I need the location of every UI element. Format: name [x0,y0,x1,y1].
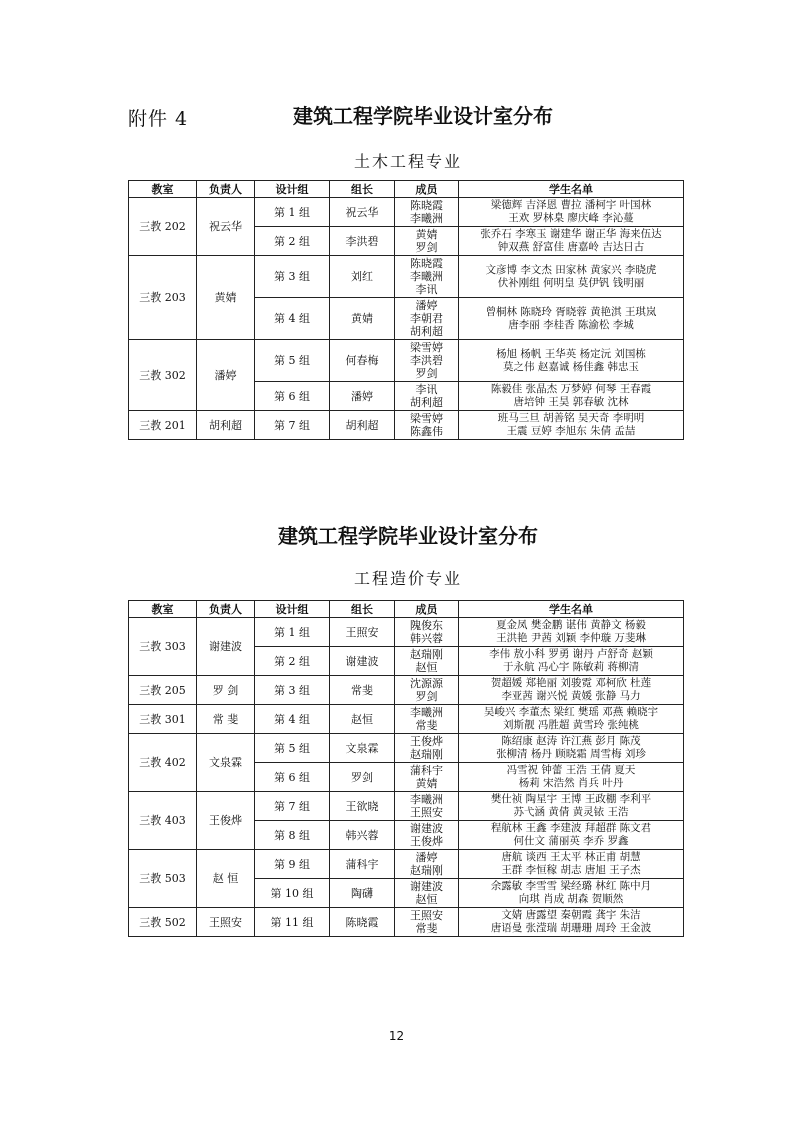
design-group-cell: 第 5 组 [255,734,330,763]
student-list-cell: 曾桐林 陈晓玲 胥晓蓉 黄艳淇 王琪岚 唐李丽 李桂香 陈渝松 李城 [459,298,684,340]
table-row [129,792,684,821]
members-cell: 李曦洲 常斐 [395,705,459,734]
table-header-row [129,181,684,198]
group-leader-cell: 何春梅 [330,340,395,382]
responsible-person-cell: 文泉霖 [197,734,255,792]
design-group-cell: 第 1 组 [255,198,330,227]
column-header: 成员 [395,601,459,618]
members-cell: 王俊烨 赵瑞刚 [395,734,459,763]
column-header: 教室 [129,601,197,618]
classroom-cell: 三教 503 [129,850,197,908]
design-group-cell: 第 10 组 [255,879,330,908]
table-row [129,705,684,734]
group-leader-cell: 罗剑 [330,763,395,792]
classroom-cell: 三教 303 [129,618,197,676]
column-header: 组长 [330,181,395,198]
group-leader-cell: 韩兴蓉 [330,821,395,850]
column-header: 负责人 [197,601,255,618]
classroom-cell: 三教 301 [129,705,197,734]
responsible-person-cell: 常 斐 [197,705,255,734]
responsible-person-cell: 王俊烨 [197,792,255,850]
responsible-person-cell: 谢建波 [197,618,255,676]
student-list-cell: 李伟 敖小科 罗勇 谢丹 卢舒奇 赵颖 于永航 冯心宇 陈敏莉 蒋柳清 [459,647,684,676]
header [128,100,688,134]
student-list-cell: 夏金凤 樊金鹏 谌伟 黄静文 杨毅 王洪艳 尹茜 刘颖 李仲璇 万斐琳 [459,618,684,647]
column-header: 学生名单 [459,181,684,198]
group-leader-cell: 李洪碧 [330,227,395,256]
design-group-cell: 第 5 组 [255,340,330,382]
classroom-cell: 三教 205 [129,676,197,705]
group-leader-cell: 王照安 [330,618,395,647]
members-cell: 陈晓霞 李曦洲 李讯 [395,256,459,298]
column-header: 学生名单 [459,601,684,618]
members-cell: 李曦洲 王照安 [395,792,459,821]
student-list-cell: 文婧 唐露望 秦朝霞 龚宇 朱洁 唐语曼 张滢瑞 胡珊珊 周玲 王金波 [459,908,684,937]
design-group-cell: 第 7 组 [255,411,330,440]
responsible-person-cell: 潘婷 [197,340,255,411]
student-list-cell: 陈毅佳 张晶杰 万梦婷 何琴 王春霞 唐培钟 王昊 郭春敏 沈林 [459,382,684,411]
student-list-cell: 吴峻兴 李董杰 梁红 樊瑶 邓燕 赖晓宇 刘斯靓 冯胜超 黄雪玲 张纯桃 [459,705,684,734]
student-list-cell: 樊仕祯 陶星宇 王博 王政棚 李利平 苏弋涵 黄倩 黄灵铱 王浩 [459,792,684,821]
design-group-cell: 第 2 组 [255,227,330,256]
table-2-subtitle: 工程造价专业 [353,569,462,588]
members-cell: 蒲科宇 黄婧 [395,763,459,792]
group-leader-cell: 文泉霖 [330,734,395,763]
responsible-person-cell: 赵 恒 [197,850,255,908]
table-1-subtitle: 土木工程专业 [353,152,462,171]
responsible-person-cell: 王照安 [197,908,255,937]
members-cell: 潘婷 李朝君 胡利超 [395,298,459,340]
group-leader-cell: 刘红 [330,256,395,298]
group-leader-cell: 陶礴 [330,879,395,908]
design-group-cell: 第 11 组 [255,908,330,937]
table-body [129,618,684,937]
student-list-cell: 唐航 谈西 王太平 林正甫 胡慧 王群 李恒稼 胡志 唐旭 王子杰 [459,850,684,879]
table-row [129,411,684,440]
table-cost-engineering [128,600,684,937]
classroom-cell: 三教 302 [129,340,197,411]
column-header: 负责人 [197,181,255,198]
table-row [129,256,684,298]
members-cell: 黄婧 罗剑 [395,227,459,256]
design-group-cell: 第 2 组 [255,647,330,676]
student-list-cell: 贺超媛 郑艳丽 刘骏霓 邓柯欣 杜莲 李亚茜 谢兴悦 黄媛 张静 马力 [459,676,684,705]
classroom-cell: 三教 402 [129,734,197,792]
responsible-person-cell: 祝云华 [197,198,255,256]
responsible-person-cell: 胡利超 [197,411,255,440]
members-cell: 谢建波 赵恒 [395,879,459,908]
student-list-cell: 梁德辉 吉泽恩 曹拉 潘柯宇 叶国林 王欢 罗林臬 廖庆峰 李沁蔓 [459,198,684,227]
responsible-person-cell: 黄婧 [197,256,255,340]
design-group-cell: 第 3 组 [255,256,330,298]
table-row [129,734,684,763]
second-title: 建筑工程学院毕业设计室分布 [278,524,538,548]
student-list-cell: 班马三旦 胡善铭 吴天奇 李明明 王震 豆婷 李旭东 朱倩 孟喆 [459,411,684,440]
group-leader-cell: 黄婧 [330,298,395,340]
table-row [129,850,684,879]
group-leader-cell: 王欲晓 [330,792,395,821]
student-list-cell: 文彦博 李文杰 田家林 黄家兴 李晓虎 伏补刚组 何明皇 莫伊钒 钱明丽 [459,256,684,298]
document-title: 建筑工程学院毕业设计室分布 [293,104,553,128]
classroom-cell: 三教 201 [129,411,197,440]
student-list-cell: 程航林 王鑫 李建波 拜超群 陈文君 何仕文 蒲丽英 李乔 罗鑫 [459,821,684,850]
members-cell: 梁雪婷 陈鑫伟 [395,411,459,440]
members-cell: 梁雪婷 李洪碧 罗剑 [395,340,459,382]
group-leader-cell: 胡利超 [330,411,395,440]
classroom-cell: 三教 203 [129,256,197,340]
classroom-cell: 三教 202 [129,198,197,256]
design-group-cell: 第 6 组 [255,382,330,411]
classroom-cell: 三教 403 [129,792,197,850]
group-leader-cell: 祝云华 [330,198,395,227]
design-group-cell: 第 4 组 [255,705,330,734]
members-cell: 王照安 常斐 [395,908,459,937]
group-leader-cell: 陈晓霞 [330,908,395,937]
group-leader-cell: 赵恒 [330,705,395,734]
members-cell: 隗俊东 韩兴蓉 [395,618,459,647]
table-civil-engineering [128,180,684,440]
group-leader-cell: 潘婷 [330,382,395,411]
column-header: 成员 [395,181,459,198]
student-list-cell: 杨旭 杨帆 王华英 杨定沅 刘国栋 莫之伟 赵嘉诚 杨佳鑫 韩忠玉 [459,340,684,382]
column-header: 设计组 [255,181,330,198]
table-row [129,198,684,227]
column-header: 教室 [129,181,197,198]
members-cell: 李讯 胡利超 [395,382,459,411]
page-number: 12 [388,1029,405,1043]
table-row [129,676,684,705]
design-group-cell: 第 3 组 [255,676,330,705]
design-group-cell: 第 4 组 [255,298,330,340]
table-row [129,908,684,937]
members-cell: 潘婷 赵瑞刚 [395,850,459,879]
group-leader-cell: 谢建波 [330,647,395,676]
design-group-cell: 第 6 组 [255,763,330,792]
table-body [129,198,684,440]
attachment-label: 附件 4 [128,108,189,130]
table-row [129,618,684,647]
members-cell: 陈晓霞 李曦洲 [395,198,459,227]
members-cell: 赵瑞刚 赵恒 [395,647,459,676]
column-header: 组长 [330,601,395,618]
group-leader-cell: 常斐 [330,676,395,705]
design-group-cell: 第 9 组 [255,850,330,879]
members-cell: 谢建波 王俊烨 [395,821,459,850]
classroom-cell: 三教 502 [129,908,197,937]
table-header-row [129,601,684,618]
student-list-cell: 余露敏 李雪雪 梁经璐 林红 陈中月 向琪 肖成 胡森 贺顺然 [459,879,684,908]
members-cell: 沈源源 罗剑 [395,676,459,705]
design-group-cell: 第 1 组 [255,618,330,647]
student-list-cell: 冯雪祝 钟蕾 王浩 王倩 夏天 杨莉 宋浩然 肖兵 叶丹 [459,763,684,792]
student-list-cell: 张乔石 李寒玉 谢建华 谢正华 海来伍达 钟双燕 舒富佳 唐嘉岭 吉达日古 [459,227,684,256]
responsible-person-cell: 罗 剑 [197,676,255,705]
design-group-cell: 第 8 组 [255,821,330,850]
design-group-cell: 第 7 组 [255,792,330,821]
table-row [129,340,684,382]
column-header: 设计组 [255,601,330,618]
group-leader-cell: 蒲科宇 [330,850,395,879]
student-list-cell: 陈绍康 赵涛 许江燕 彭月 陈茂 张柳清 杨丹 顾晓霜 周雪梅 刘珍 [459,734,684,763]
